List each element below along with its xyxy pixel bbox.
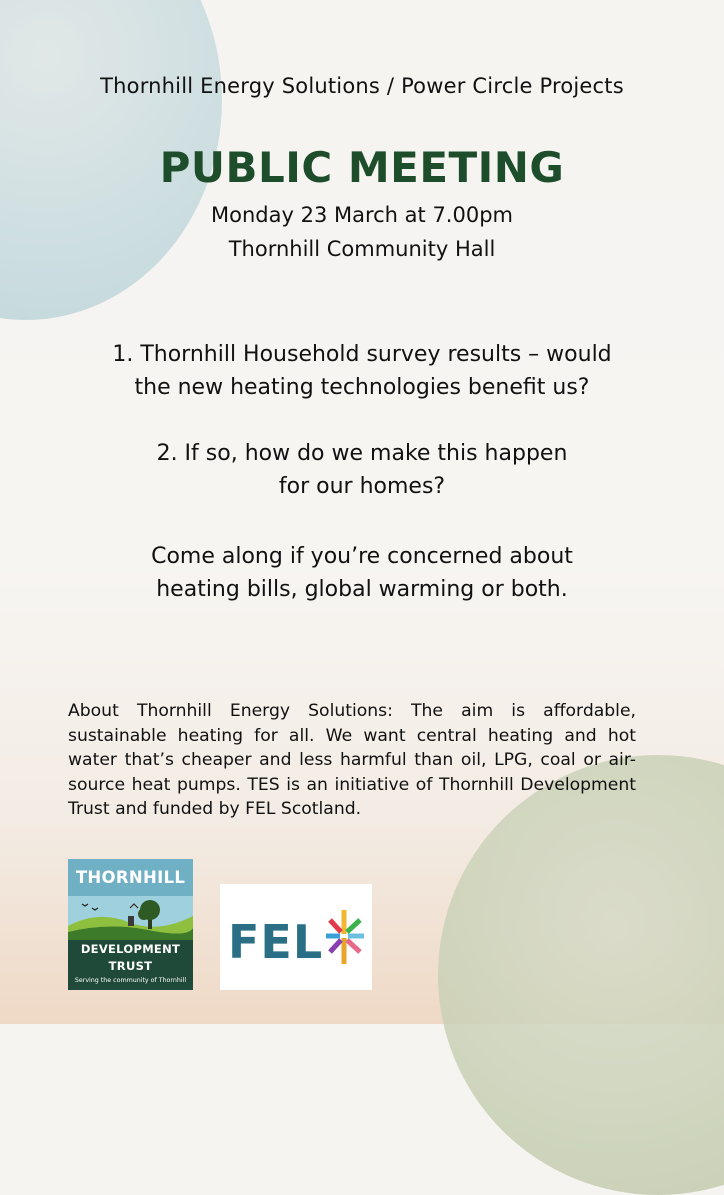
poster-title: PUBLIC MEETING: [159, 143, 565, 192]
fel-scotland-logo: [220, 884, 372, 990]
fel-logo-text: FEL: [228, 915, 324, 969]
tdt-logo-tagline: Serving the community of Thornhill: [74, 977, 187, 984]
agenda-item-1: [40, 338, 684, 404]
tdt-logo-development: DEVELOPMENT: [80, 942, 181, 956]
invitation-line-2: heating bills, global warming or both.: [156, 577, 568, 602]
organisations-line: Thornhill Energy Solutions / Power Circle Projects: [100, 74, 624, 98]
invitation-text: [40, 540, 684, 606]
agenda-item-2: [40, 437, 684, 503]
agenda-item-2-line-1: 2. If so, how do we make this happen: [156, 441, 568, 466]
thornhill-development-trust-logo: [68, 859, 193, 990]
about-paragraph: About Thornhill Energy Solutions: The aim is affordable, sustainable heating for all. We want central heating and hot water that’s cheaper and less harmful than oil, LPG, coal or air-source heat pumps. TES is an initiative of Thornhill Development Trust and funded by FEL Scotland.: [68, 701, 636, 819]
invitation-line-1: Come along if you’re concerned about: [151, 544, 573, 569]
agenda-item-1-line-1: 1. Thornhill Household survey results – would: [112, 342, 612, 367]
landscape-tree-icon: [68, 896, 193, 940]
tdt-logo-trust: TRUST: [108, 959, 153, 973]
meeting-venue: Thornhill Community Hall: [228, 237, 496, 261]
agenda-item-1-line-2: the new heating technologies benefit us?: [134, 375, 590, 400]
agenda-item-2-line-2: for our homes?: [278, 474, 446, 499]
meeting-date-time: Monday 23 March at 7.00pm: [211, 203, 513, 227]
fel-star-icon: [320, 906, 368, 966]
tdt-logo-name: THORNHILL: [68, 859, 193, 896]
